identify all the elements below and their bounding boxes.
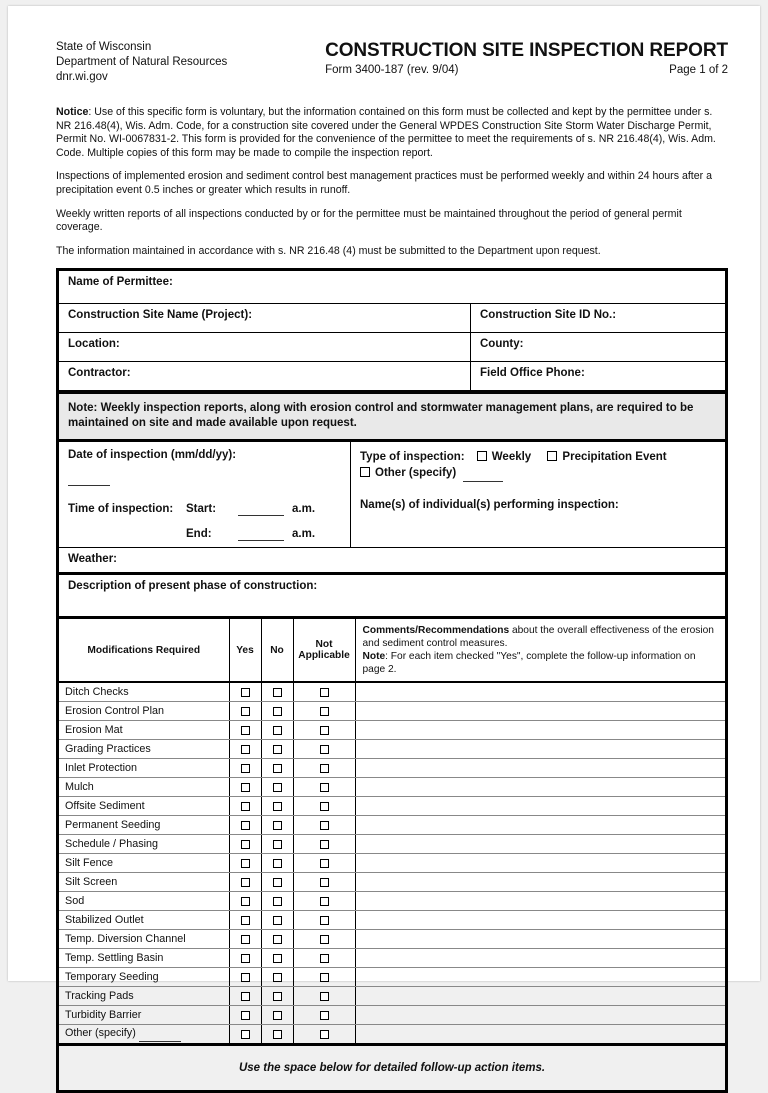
field-construction-phase-description[interactable]: Description of present phase of construction:: [59, 575, 725, 619]
table-row: [59, 740, 725, 759]
cell-yes: [229, 759, 261, 778]
bmp-item-label: Offsite Sediment: [59, 797, 229, 816]
cell-not-applicable: [293, 854, 355, 873]
date-of-inspection-input[interactable]: [68, 467, 110, 486]
checkbox-no-row15[interactable]: [273, 973, 282, 982]
form-number: Form 3400-187 (rev. 9/04): [325, 64, 459, 76]
cell-no: [261, 740, 293, 759]
checkbox-yes-row6[interactable]: [241, 802, 250, 811]
checkbox-not-applicable-other[interactable]: [320, 1030, 329, 1039]
cell-comments[interactable]: [355, 930, 725, 949]
cell-no: [261, 721, 293, 740]
column-header-yes: Yes: [229, 619, 261, 682]
field-location[interactable]: Location:: [59, 333, 471, 361]
checkbox-no-row14[interactable]: [273, 954, 282, 963]
notice-paragraph-3: Weekly written reports of all inspections conducted by or for the permittee must be maintained throughout the period of general permit coverage.: [56, 207, 682, 234]
cell-not-applicable: [293, 682, 355, 702]
cell-not-applicable: [293, 759, 355, 778]
cell-no: [261, 682, 293, 702]
other-item-input[interactable]: [139, 1029, 181, 1042]
notice-paragraph-2: Inspections of implemented erosion and sediment control best management practices must be performed weekly and within 24 hours after a precipitation event 0.5 inches or greater which results in runoff.: [56, 170, 712, 196]
cell-not-applicable: [293, 1025, 355, 1044]
label-weekly: Weekly: [491, 451, 532, 464]
checkbox-no-row1[interactable]: [273, 707, 282, 716]
cell-no: [261, 911, 293, 930]
checkbox-yes-row1[interactable]: [241, 707, 250, 716]
checkbox-weekly[interactable]: [477, 451, 487, 461]
followup-instruction: Use the space below for detailed follow-up action items.: [59, 1043, 725, 1090]
cell-yes: [229, 835, 261, 854]
cell-not-applicable: [293, 1006, 355, 1025]
checkbox-not-applicable-row2[interactable]: [320, 726, 329, 735]
cell-not-applicable: [293, 873, 355, 892]
field-county[interactable]: County:: [480, 338, 524, 351]
cell-not-applicable: [293, 968, 355, 987]
cell-yes: [229, 854, 261, 873]
bmp-item-label: Stabilized Outlet: [59, 911, 229, 930]
cell-comments[interactable]: [355, 797, 725, 816]
cell-comments[interactable]: [355, 949, 725, 968]
label-other: Other (specify): [375, 467, 457, 480]
checkbox-not-applicable-row12[interactable]: [320, 916, 329, 925]
field-site-id[interactable]: Construction Site ID No.:: [480, 309, 617, 322]
checkbox-yes-row11[interactable]: [241, 897, 250, 906]
cell-not-applicable: [293, 797, 355, 816]
checkbox-no-row3[interactable]: [273, 745, 282, 754]
field-site-name[interactable]: Construction Site Name (Project):: [59, 304, 471, 332]
cell-no: [261, 1006, 293, 1025]
modifications-table: [59, 619, 725, 1043]
cell-no: [261, 816, 293, 835]
document-header: [56, 40, 728, 85]
agency-department: Department of Natural Resources: [56, 56, 228, 68]
checkbox-not-applicable-row15[interactable]: [320, 973, 329, 982]
bmp-item-label: Inlet Protection: [59, 759, 229, 778]
cell-not-applicable: [293, 816, 355, 835]
cell-not-applicable: [293, 892, 355, 911]
checkbox-no-row11[interactable]: [273, 897, 282, 906]
table-row: [59, 968, 725, 987]
table-row: [59, 778, 725, 797]
checkbox-not-applicable-row3[interactable]: [320, 745, 329, 754]
bmp-item-label: Temporary Seeding: [59, 968, 229, 987]
checkbox-yes-row14[interactable]: [241, 954, 250, 963]
checkbox-not-applicable-row17[interactable]: [320, 1011, 329, 1020]
cell-no: [261, 702, 293, 721]
cell-not-applicable: [293, 987, 355, 1006]
cell-comments[interactable]: [355, 702, 725, 721]
title-block: [325, 40, 728, 76]
cell-no: [261, 873, 293, 892]
checkbox-not-applicable-row8[interactable]: [320, 840, 329, 849]
row-contractor: [59, 362, 725, 391]
cell-yes: [229, 968, 261, 987]
cell-yes: [229, 702, 261, 721]
checkbox-not-applicable-row5[interactable]: [320, 783, 329, 792]
cell-not-applicable: [293, 721, 355, 740]
table-row: [59, 949, 725, 968]
table-row: [59, 759, 725, 778]
label-precipitation-event: Precipitation Event: [562, 451, 667, 464]
checkbox-other[interactable]: [360, 467, 370, 477]
label-end: End:: [186, 528, 212, 541]
checkbox-no-row6[interactable]: [273, 802, 282, 811]
cell-comments[interactable]: [355, 968, 725, 987]
table-row: [59, 1025, 725, 1044]
bmp-item-label: Sod: [59, 892, 229, 911]
checkbox-no-row5[interactable]: [273, 783, 282, 792]
bmp-item-label: Temp. Diversion Channel: [59, 930, 229, 949]
cell-yes: [229, 682, 261, 702]
checkbox-not-applicable-row13[interactable]: [320, 935, 329, 944]
field-contractor[interactable]: Contractor:: [59, 362, 471, 390]
bmp-item-label: Permanent Seeding: [59, 816, 229, 835]
column-header-not-applicable: Not Applicable: [293, 619, 355, 682]
checkbox-no-other[interactable]: [273, 1030, 282, 1039]
cell-comments[interactable]: [355, 987, 725, 1006]
cell-yes: [229, 721, 261, 740]
bmp-item-label: Other (specify): [59, 1025, 229, 1044]
checkbox-not-applicable-row7[interactable]: [320, 821, 329, 830]
cell-yes: [229, 873, 261, 892]
checkbox-yes-other[interactable]: [241, 1030, 250, 1039]
field-permittee-name[interactable]: Name of Permittee:: [68, 276, 173, 289]
cell-yes: [229, 987, 261, 1006]
agency-block: [56, 40, 325, 85]
checkbox-not-applicable-row1[interactable]: [320, 707, 329, 716]
bmp-item-label: Mulch: [59, 778, 229, 797]
checkbox-not-applicable-row6[interactable]: [320, 802, 329, 811]
start-time-input[interactable]: [238, 503, 284, 516]
checkbox-yes-row10[interactable]: [241, 878, 250, 887]
checkbox-yes-row13[interactable]: [241, 935, 250, 944]
agency-state: State of Wisconsin: [56, 41, 152, 53]
label-date-of-inspection: Date of inspection (mm/dd/yy):: [68, 449, 237, 462]
cell-not-applicable: [293, 778, 355, 797]
checkbox-no-row9[interactable]: [273, 859, 282, 868]
table-row: [59, 911, 725, 930]
bmp-item-label: Silt Screen: [59, 873, 229, 892]
checkbox-no-row17[interactable]: [273, 1011, 282, 1020]
cell-comments[interactable]: [355, 873, 725, 892]
cell-comments[interactable]: [355, 1006, 725, 1025]
page-title: CONSTRUCTION SITE INSPECTION REPORT: [325, 40, 728, 61]
cell-no: [261, 930, 293, 949]
checkbox-precipitation-event[interactable]: [547, 451, 557, 461]
checkbox-no-row2[interactable]: [273, 726, 282, 735]
agency-website: dnr.wi.gov: [56, 71, 108, 83]
column-header-no: No: [261, 619, 293, 682]
cell-not-applicable: [293, 949, 355, 968]
cell-no: [261, 797, 293, 816]
checkbox-not-applicable-row14[interactable]: [320, 954, 329, 963]
bmp-item-label: Tracking Pads: [59, 987, 229, 1006]
checkbox-no-row0[interactable]: [273, 688, 282, 697]
table-row: [59, 873, 725, 892]
cell-no: [261, 949, 293, 968]
table-row: [59, 816, 725, 835]
checkbox-no-row4[interactable]: [273, 764, 282, 773]
checkbox-yes-row5[interactable]: [241, 783, 250, 792]
inspection-details: [59, 442, 725, 548]
cell-comments[interactable]: [355, 778, 725, 797]
checkbox-yes-row8[interactable]: [241, 840, 250, 849]
column-header-comments: Comments/Recommendations about the overall effectiveness of the erosion and sediment control measures. Note: For each item checked "Yes", complete the follow-up information on page 2.: [355, 619, 725, 682]
cell-yes: [229, 949, 261, 968]
label-inspector-names: Name(s) of individual(s) performing inspection:: [360, 499, 619, 512]
row-site-name: [59, 304, 725, 333]
table-row: [59, 854, 725, 873]
checkbox-yes-row3[interactable]: [241, 745, 250, 754]
cell-yes: [229, 1006, 261, 1025]
bmp-item-label: Silt Fence: [59, 854, 229, 873]
checkbox-not-applicable-row9[interactable]: [320, 859, 329, 868]
cell-no: [261, 968, 293, 987]
document-page: [8, 6, 760, 1075]
checkbox-yes-row2[interactable]: [241, 726, 250, 735]
column-header-modifications: Modifications Required: [59, 619, 229, 682]
table-row: [59, 1006, 725, 1025]
checkbox-not-applicable-row4[interactable]: [320, 764, 329, 773]
cell-comments[interactable]: [355, 854, 725, 873]
cell-not-applicable: [293, 702, 355, 721]
cell-yes: [229, 930, 261, 949]
notice-section: [56, 106, 728, 258]
end-ampm: a.m.: [292, 528, 316, 541]
inspection-type-block: [351, 442, 725, 547]
cell-no: [261, 892, 293, 911]
table-row: [59, 930, 725, 949]
checkbox-not-applicable-row10[interactable]: [320, 878, 329, 887]
notice-paragraph-1: Notice: Use of this specific form is voluntary, but the information contained on this form must be collected and kept by the permittee under s. NR 216.48(4), Wis. Adm. Code, for a construction site covered under the General WPDES Construction Site Storm Water Discharge Permit, Permit No. WI-0067831-2. This form is provided for the convenience of the permittee to meet the requirements of s. NR 216.48(4), Wis. Adm. Code. Multiple copies of this form may be made to compile the inspection report.: [56, 106, 716, 159]
row-location: [59, 333, 725, 362]
checkbox-not-applicable-row11[interactable]: [320, 897, 329, 906]
note-banner: Note: Weekly inspection reports, along with erosion control and stormwater management plans, are required to be maintained on site and made available upon request.: [59, 391, 725, 442]
cell-comments[interactable]: [355, 759, 725, 778]
cell-no: [261, 759, 293, 778]
checkbox-no-row10[interactable]: [273, 878, 282, 887]
row-permittee: [59, 271, 725, 304]
checkbox-no-row8[interactable]: [273, 840, 282, 849]
table-row: [59, 892, 725, 911]
table-row: [59, 797, 725, 816]
bmp-item-label: Erosion Control Plan: [59, 702, 229, 721]
label-time-of-inspection: Time of inspection:: [68, 503, 174, 516]
cell-comments[interactable]: [355, 740, 725, 759]
cell-yes: [229, 911, 261, 930]
cell-no: [261, 854, 293, 873]
checkbox-yes-row0[interactable]: [241, 688, 250, 697]
cell-comments[interactable]: [355, 835, 725, 854]
checkbox-no-row12[interactable]: [273, 916, 282, 925]
cell-not-applicable: [293, 911, 355, 930]
checkbox-yes-row7[interactable]: [241, 821, 250, 830]
checkbox-no-row13[interactable]: [273, 935, 282, 944]
cell-no: [261, 778, 293, 797]
bmp-item-label: Erosion Mat: [59, 721, 229, 740]
checkbox-yes-row17[interactable]: [241, 1011, 250, 1020]
notice-label: Notice: [56, 106, 89, 118]
cell-yes: [229, 778, 261, 797]
table-row: [59, 987, 725, 1006]
table-row: [59, 835, 725, 854]
table-row: [59, 721, 725, 740]
cell-no: [261, 987, 293, 1006]
cell-yes: [229, 892, 261, 911]
bmp-item-label: Ditch Checks: [59, 682, 229, 702]
checkbox-not-applicable-row0[interactable]: [320, 688, 329, 697]
cell-comments[interactable]: [355, 892, 725, 911]
cell-comments[interactable]: [355, 682, 725, 702]
other-specify-input[interactable]: [463, 465, 503, 482]
cell-comments[interactable]: [355, 721, 725, 740]
cell-no: [261, 1025, 293, 1044]
checkbox-yes-row9[interactable]: [241, 859, 250, 868]
cell-comments[interactable]: [355, 816, 725, 835]
checkbox-yes-row15[interactable]: [241, 973, 250, 982]
checkbox-no-row7[interactable]: [273, 821, 282, 830]
cell-yes: [229, 816, 261, 835]
table-header-row: [59, 619, 725, 682]
inspection-datetime-block: [59, 442, 351, 547]
field-field-office-phone[interactable]: Field Office Phone:: [480, 367, 585, 380]
field-weather[interactable]: Weather:: [59, 548, 725, 575]
label-type-of-inspection: Type of inspection:: [360, 451, 465, 464]
form-box: [56, 268, 728, 1093]
bmp-item-label: Temp. Settling Basin: [59, 949, 229, 968]
table-row: [59, 702, 725, 721]
cell-yes: [229, 740, 261, 759]
label-start: Start:: [186, 503, 217, 516]
start-ampm: a.m.: [292, 503, 316, 516]
end-time-input[interactable]: [238, 528, 284, 541]
cell-comments[interactable]: [355, 911, 725, 930]
cell-not-applicable: [293, 835, 355, 854]
cell-yes: [229, 797, 261, 816]
cell-not-applicable: [293, 740, 355, 759]
bmp-item-label: Turbidity Barrier: [59, 1006, 229, 1025]
bmp-item-label: Grading Practices: [59, 740, 229, 759]
cell-comments[interactable]: [355, 1025, 725, 1044]
bmp-item-label: Schedule / Phasing: [59, 835, 229, 854]
checkbox-yes-row4[interactable]: [241, 764, 250, 773]
table-row: [59, 682, 725, 702]
cell-no: [261, 835, 293, 854]
cell-yes: [229, 1025, 261, 1044]
cell-not-applicable: [293, 930, 355, 949]
checkbox-yes-row12[interactable]: [241, 916, 250, 925]
page-number: Page 1 of 2: [669, 64, 728, 76]
spacer: [68, 528, 186, 541]
notice-paragraph-4: The information maintained in accordance with s. NR 216.48 (4) must be submitted to the Department upon request.: [56, 244, 601, 257]
